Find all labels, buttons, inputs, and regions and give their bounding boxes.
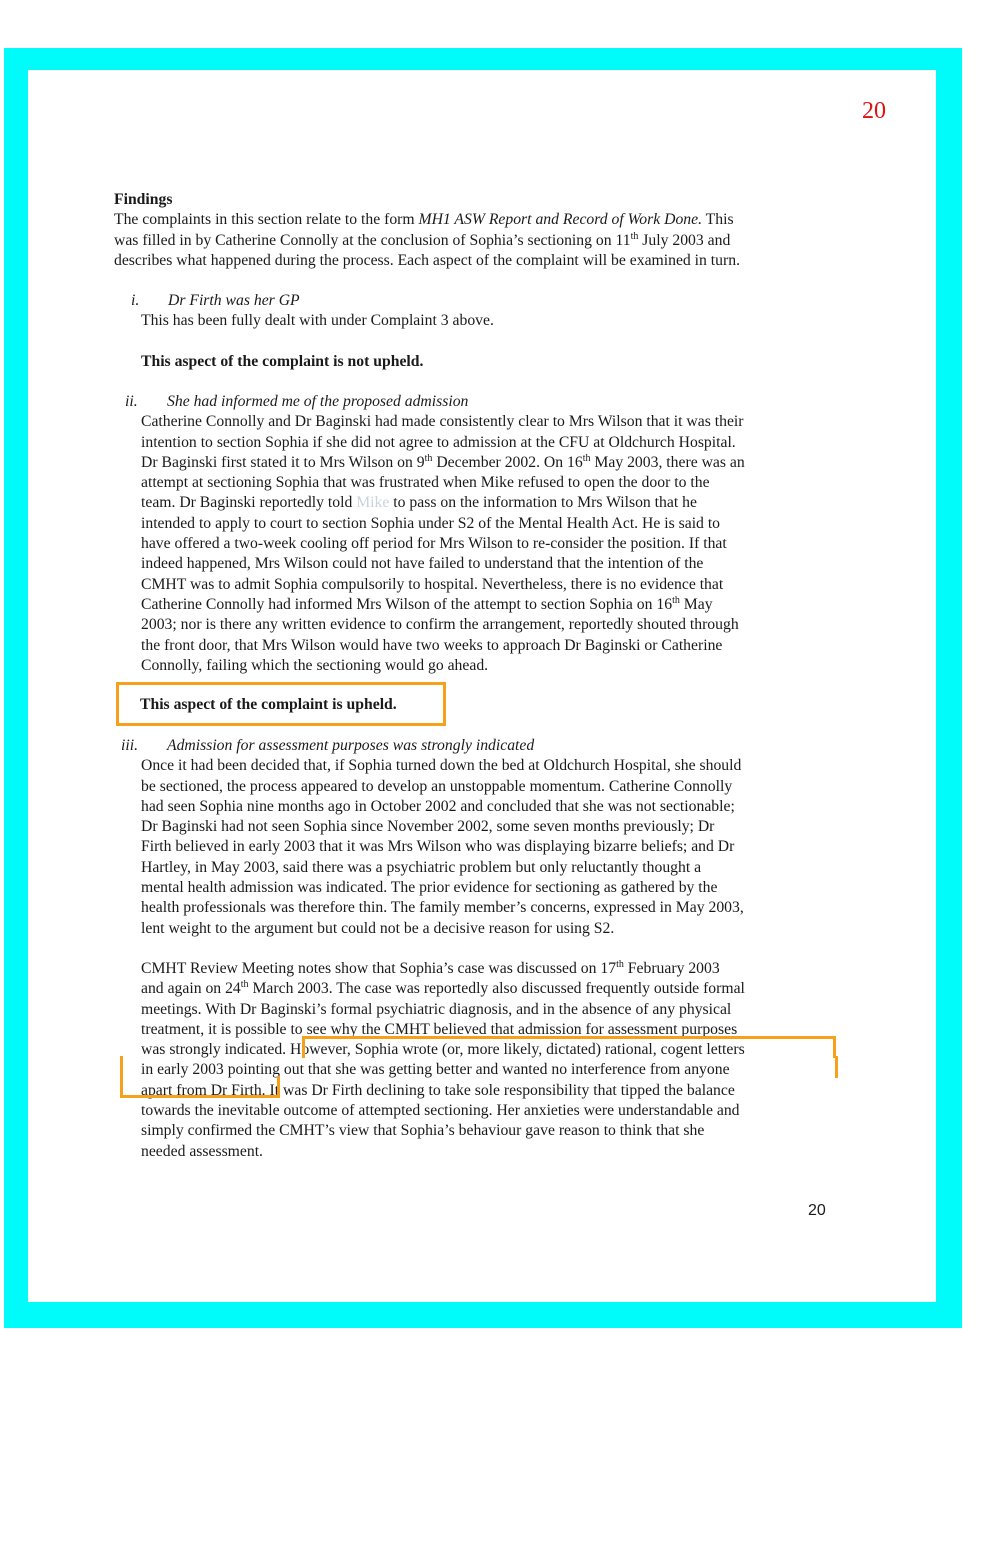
item-3-line: simply confirmed the CMHT’s view that Sophia’s behaviour gave reason to think that she <box>141 1122 705 1140</box>
item-2-verdict: This aspect of the complaint is upheld. <box>140 696 397 713</box>
item-3-line: Firth believed in early 2003 that it was Mrs Wilson who was displaying bizarre beliefs; and Dr <box>141 838 735 856</box>
findings-line-2: was filled in by Catherine Connolly at the conclusion of Sophia’s sectioning on 11th July 2003 and <box>114 230 731 249</box>
item-3-line: health professionals was therefore thin. The family member’s concerns, expressed in May 2003, <box>141 899 744 917</box>
item-2-line: intended to apply to court to section Sophia under S2 of the Mental Health Act. He is said to <box>141 514 721 532</box>
bottom-page-number: 20 <box>808 1202 826 1219</box>
item-3-line: apart from Dr Firth. It was Dr Firth declining to take sole responsibility that tipped the balance <box>141 1081 735 1099</box>
item-3-line: Hartley, in May 2003, said there was a psychiatric problem but only reluctantly thought a <box>141 858 702 876</box>
item-2-line: team. Dr Baginski reportedly told Mike to pass on the information to Mrs Wilson that he <box>141 494 697 512</box>
highlight-box-verdict <box>116 682 446 726</box>
item-2-line: intention to section Sophia if she did not agree to admission at the CFU at Oldchurch Hospital. <box>141 433 736 451</box>
highlight-box-passage-middle <box>120 1056 838 1078</box>
item-1-heading: i. Dr Firth was her GP <box>131 292 300 309</box>
item-3-line: needed assessment. <box>141 1142 263 1160</box>
item-3-line: CMHT Review Meeting notes show that Sophia’s case was discussed on 17th February 2003 <box>141 958 720 977</box>
item-2-line: Catherine Connolly had informed Mrs Wilson of the attempt to section Sophia on 16th May <box>141 594 713 613</box>
item-3-line: was strongly indicated. However, Sophia wrote (or, more likely, dictated) rational, cogent letters <box>141 1041 745 1059</box>
item-3-line: Dr Baginski had not seen Sophia since November 2002, some seven months previously; Dr <box>141 818 715 836</box>
redacted-name: Mike <box>356 494 390 512</box>
item-2-line: Connolly, failing which the sectioning would go ahead. <box>141 656 489 674</box>
item-3-line: Once it had been decided that, if Sophia turned down the bed at Oldchurch Hospital, she should <box>141 757 742 775</box>
item-3-line: towards the inevitable outcome of attempted sectioning. Her anxieties were understandable and <box>141 1102 740 1120</box>
item-2 <box>125 392 745 676</box>
item-2-line: 2003; nor is there any written evidence to confirm the arrangement, reportedly shouted through <box>141 616 739 634</box>
findings-line-1: The complaints in this section relate to the form MH1 ASW Report and Record of Work Done. This <box>114 211 734 229</box>
item-1-verdict: This aspect of the complaint is not upheld. <box>141 352 424 370</box>
item-3-line: in early 2003 pointing out that she was getting better and wanted no interference from anyone <box>141 1061 730 1079</box>
highlight-box-passage-bottom <box>120 1076 280 1098</box>
item-1-body: This has been fully dealt with under Complaint 3 above. <box>141 312 494 330</box>
item-2-line: have offered a two-week cooling off period for Mrs Wilson to re-consider the position. If that <box>141 535 727 553</box>
item-2-line: attempt at sectioning Sophia that was frustrated when Mike refused to open the door to the <box>141 474 710 492</box>
findings-line-3: describes what happened during the process. Each aspect of the complaint will be examined in turn. <box>114 251 740 269</box>
findings-section <box>114 190 740 271</box>
findings-title: Findings <box>114 191 173 208</box>
item-3-line: be sectioned, the process appeared to develop an unstoppable momentum. Catherine Connolly <box>141 777 733 795</box>
item-3-line: and again on 24th March 2003. The case was reportedly also discussed frequently outside formal <box>141 979 745 998</box>
item-3-line: had seen Sophia nine months ago in October 2002 and concluded that she was not sectionable; <box>141 797 735 815</box>
item-2-line: indeed happened, Mrs Wilson could not have failed to understand that the intention of the <box>141 555 704 573</box>
item-1 <box>131 291 494 372</box>
item-2-heading: ii. She had informed me of the proposed admission <box>125 393 469 410</box>
item-3-line: treatment, it is possible to see why the CMHT believed that admission for assessment purposes <box>141 1020 738 1038</box>
item-3-heading: iii. Admission for assessment purposes was strongly indicated <box>121 737 535 754</box>
item-3-line: mental health admission was indicated. The prior evidence for sectioning as gathered by the <box>141 879 718 897</box>
item-2-line: Dr Baginski first stated it to Mrs Wilson on 9th December 2002. On 16th May 2003, there was an <box>141 452 745 471</box>
red-page-number: 20 <box>862 98 886 124</box>
highlight-box-passage-top <box>302 1036 836 1058</box>
item-2-line: the front door, that Mrs Wilson would have two weeks to approach Dr Baginski or Catherine <box>141 636 723 654</box>
item-3 <box>121 736 745 1162</box>
item-2-line: CMHT was to admit Sophia compulsorily to hospital. Nevertheless, there is no evidence that <box>141 575 724 593</box>
item-2-line: Catherine Connolly and Dr Baginski had made consistently clear to Mrs Wilson that it was their <box>141 413 744 431</box>
item-3-line: meetings. With Dr Baginski’s formal psychiatric diagnosis, and in the absence of any physical <box>141 1000 732 1018</box>
item-3-line: lent weight to the argument but could not be a decisive reason for using S2. <box>141 919 615 937</box>
